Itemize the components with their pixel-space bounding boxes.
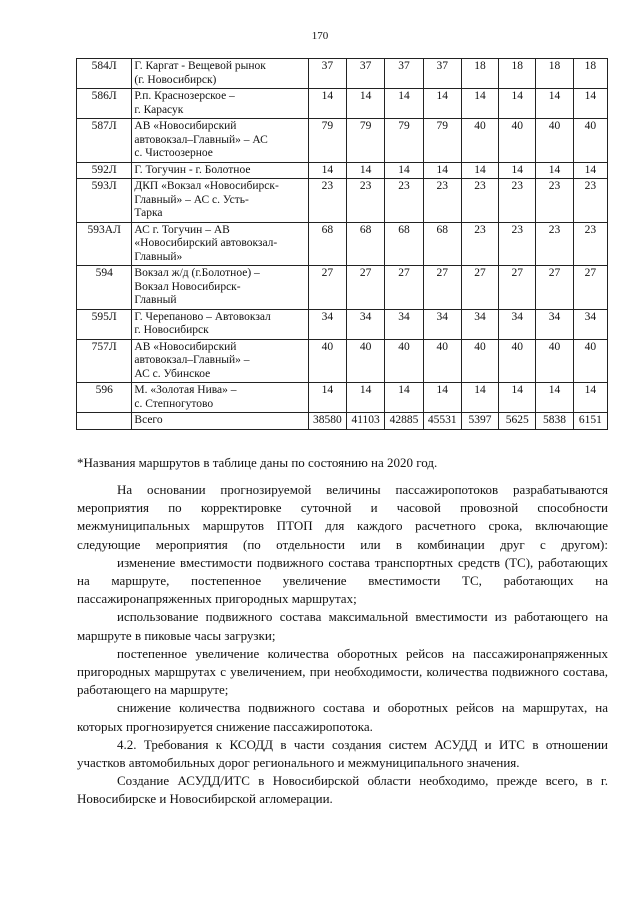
route-name-line: Р.п. Краснозерское – <box>134 90 235 102</box>
paragraph-intro: На основании прогнозируемой величины пассажиропотоков разрабатываются мероприятия по корректировке суточной и часовой провозной способности межмуниципальных маршрутов ПТОП для каждого расчетного срока, включающие следующие мероприятия (по отдельности или в комбинации друг с другом): <box>77 482 608 552</box>
route-number: 594 <box>77 266 132 310</box>
value-cell: 40 <box>308 339 346 383</box>
route-name-line: М. «Золотая Нива» – <box>134 384 237 396</box>
route-name-line: Г. Тогучин - г. Болотное <box>134 163 251 176</box>
value-cell: 14 <box>385 162 423 179</box>
value-cell: 14 <box>423 162 461 179</box>
route-number: 592Л <box>77 162 132 179</box>
value-cell: 23 <box>536 179 573 223</box>
value-cell: 5838 <box>536 413 573 430</box>
paragraph-measure-max-capacity: использование подвижного состава максимальной вместимости из работающего на маршруте в пиковые часы загрузки; <box>77 609 608 643</box>
route-name-line: г. Карасук <box>134 103 184 116</box>
value-cell: 40 <box>423 339 461 383</box>
value-cell: 79 <box>308 119 346 163</box>
value-cell: 37 <box>423 59 461 89</box>
value-cell: 42885 <box>385 413 423 430</box>
route-name-line: Главный» <box>134 250 183 263</box>
value-cell: 14 <box>461 383 498 413</box>
value-cell: 23 <box>385 179 423 223</box>
value-cell: 27 <box>423 266 461 310</box>
value-cell: 14 <box>499 89 536 119</box>
value-cell: 40 <box>499 119 536 163</box>
paragraph-measure-reduction: снижение количества подвижного состава и оборотных рейсов на маршрутах, на которых прогнозируется снижение пассажиропотока. <box>77 700 608 734</box>
route-number: 587Л <box>77 119 132 163</box>
value-cell: 27 <box>461 266 498 310</box>
value-cell: 14 <box>461 89 498 119</box>
route-name <box>132 59 308 89</box>
route-name-line: Вокзал Новосибирск- <box>134 280 241 293</box>
value-cell: 14 <box>308 89 346 119</box>
value-cell: 27 <box>347 266 385 310</box>
value-cell: 68 <box>347 222 385 266</box>
value-cell: 27 <box>308 266 346 310</box>
value-cell: 27 <box>536 266 573 310</box>
table-row <box>77 179 608 223</box>
route-number: 596 <box>77 383 132 413</box>
value-cell: 40 <box>536 339 573 383</box>
paragraph-measure-trips: постепенное увеличение количества оборотных рейсов на пассажиронапряженных пригородных маршрутах с увеличением, при необходимости, количества подвижного состава, работающего на маршруте; <box>77 645 608 698</box>
value-cell: 14 <box>385 383 423 413</box>
value-cell: 14 <box>499 383 536 413</box>
value-cell: 79 <box>423 119 461 163</box>
value-cell: 18 <box>461 59 498 89</box>
value-cell: 34 <box>385 309 423 339</box>
value-cell: 14 <box>347 383 385 413</box>
value-cell: 14 <box>308 383 346 413</box>
table-total-row <box>77 413 608 430</box>
value-cell: 14 <box>423 89 461 119</box>
value-cell: 23 <box>499 179 536 223</box>
value-cell: 14 <box>461 162 498 179</box>
value-cell: 23 <box>347 179 385 223</box>
route-name <box>132 383 308 413</box>
route-name-line: АВ «Новосибирский <box>134 340 237 353</box>
route-number: 593АЛ <box>77 222 132 266</box>
route-number <box>77 413 132 430</box>
table-row <box>77 383 608 413</box>
value-cell: 27 <box>385 266 423 310</box>
route-name-line: АС г. Тогучин – АВ <box>134 223 230 236</box>
value-cell: 18 <box>499 59 536 89</box>
paragraph-measure-capacity: изменение вместимости подвижного состава транспортных средств (ТС), работающих на маршруте, постепенное увеличение вместимости ТС, работающих на пассажиронапряженных пригородных маршрутах; <box>77 554 608 607</box>
value-cell: 37 <box>308 59 346 89</box>
value-cell: 38580 <box>308 413 346 430</box>
route-name-line: Г. Черепаново – Автовокзал <box>134 310 271 323</box>
value-cell: 23 <box>499 222 536 266</box>
value-cell: 23 <box>461 222 498 266</box>
body-text <box>77 481 608 809</box>
route-name-line: ДКП «Вокзал «Новосибирск- <box>134 180 279 192</box>
value-cell: 14 <box>536 162 573 179</box>
table-footnote: *Названия маршрутов в таблице даны по состоянию на 2020 год. <box>77 455 438 470</box>
value-cell: 79 <box>385 119 423 163</box>
value-cell: 40 <box>347 339 385 383</box>
value-cell: 34 <box>423 309 461 339</box>
route-name-line: автовокзал–Главный» – АС <box>134 133 268 146</box>
route-name <box>132 179 308 223</box>
value-cell: 14 <box>308 162 346 179</box>
route-number: 584Л <box>77 59 132 89</box>
value-cell: 34 <box>573 309 607 339</box>
value-cell: 40 <box>536 119 573 163</box>
route-name <box>132 162 308 179</box>
value-cell: 14 <box>573 89 607 119</box>
route-number: 757Л <box>77 339 132 383</box>
value-cell: 6151 <box>573 413 607 430</box>
route-name-line: Г. Каргат - Вещевой рынок <box>134 60 266 72</box>
route-name-line: автовокзал–Главный» – <box>134 354 250 366</box>
route-number: 593Л <box>77 179 132 223</box>
table-row <box>77 266 608 310</box>
value-cell: 34 <box>536 309 573 339</box>
value-cell: 34 <box>499 309 536 339</box>
route-name <box>132 266 308 310</box>
route-name <box>132 222 308 266</box>
value-cell: 14 <box>347 89 385 119</box>
value-cell: 40 <box>385 339 423 383</box>
value-cell: 79 <box>347 119 385 163</box>
route-name-line: АВ «Новосибирский <box>134 120 237 132</box>
value-cell: 14 <box>499 162 536 179</box>
route-name <box>132 89 308 119</box>
route-name-line: Вокзал ж/д (г.Болотное) – <box>134 267 260 279</box>
value-cell: 34 <box>347 309 385 339</box>
table-row <box>77 222 608 266</box>
value-cell: 14 <box>536 383 573 413</box>
value-cell: 40 <box>573 339 607 383</box>
value-cell: 27 <box>573 266 607 310</box>
route-name-line: (г. Новосибирск) <box>134 73 217 86</box>
value-cell: 14 <box>385 89 423 119</box>
value-cell: 23 <box>573 179 607 223</box>
route-name <box>132 309 308 339</box>
value-cell: 34 <box>461 309 498 339</box>
route-name-line: Главный» – АС с. Усть- <box>134 193 249 206</box>
value-cell: 5625 <box>499 413 536 430</box>
route-number: 595Л <box>77 309 132 339</box>
route-number: 586Л <box>77 89 132 119</box>
value-cell: 14 <box>573 162 607 179</box>
value-cell: 37 <box>385 59 423 89</box>
value-cell: 14 <box>423 383 461 413</box>
route-name-line: с. Чистоозерное <box>134 147 213 159</box>
table-row <box>77 309 608 339</box>
value-cell: 14 <box>347 162 385 179</box>
value-cell: 23 <box>536 222 573 266</box>
section-heading-4-2: 4.2. Требования к КСОДД в части создания систем АСУДД и ИТС в отношении участков автомобильных дорог регионального и межмуниципального значения. <box>77 736 608 771</box>
value-cell: 45531 <box>423 413 461 430</box>
value-cell: 27 <box>499 266 536 310</box>
route-name: Всего <box>132 413 308 430</box>
value-cell: 23 <box>461 179 498 223</box>
value-cell: 68 <box>385 222 423 266</box>
value-cell: 23 <box>308 179 346 223</box>
value-cell: 40 <box>499 339 536 383</box>
value-cell: 40 <box>461 119 498 163</box>
route-name-line: с. Степногутово <box>134 397 214 410</box>
value-cell: 37 <box>347 59 385 89</box>
routes-table <box>76 58 608 430</box>
value-cell: 68 <box>308 222 346 266</box>
value-cell: 18 <box>536 59 573 89</box>
route-name-line: АС с. Убинское <box>134 367 211 380</box>
route-name <box>132 119 308 163</box>
value-cell: 68 <box>423 222 461 266</box>
route-name <box>132 339 308 383</box>
value-cell: 40 <box>461 339 498 383</box>
value-cell: 5397 <box>461 413 498 430</box>
route-name-line: «Новосибирский автовокзал- <box>134 237 278 249</box>
value-cell: 23 <box>573 222 607 266</box>
value-cell: 18 <box>573 59 607 89</box>
table-row <box>77 89 608 119</box>
table-row <box>77 162 608 179</box>
table-row <box>77 339 608 383</box>
value-cell: 14 <box>573 383 607 413</box>
value-cell: 23 <box>423 179 461 223</box>
route-name-line: г. Новосибирск <box>134 324 209 336</box>
value-cell: 40 <box>573 119 607 163</box>
table-row <box>77 59 608 89</box>
value-cell: 41103 <box>347 413 385 430</box>
route-name-line: Главный <box>134 294 177 306</box>
page-number: 170 <box>311 30 329 42</box>
paragraph-asudd-its: Создание АСУДД/ИТС в Новосибирской области необходимо, прежде всего, в г. Новосибирске и Новосибирской агломерации. <box>77 773 608 807</box>
value-cell: 34 <box>308 309 346 339</box>
table-row <box>77 119 608 163</box>
value-cell: 14 <box>536 89 573 119</box>
route-name-line: Тарка <box>134 207 163 219</box>
